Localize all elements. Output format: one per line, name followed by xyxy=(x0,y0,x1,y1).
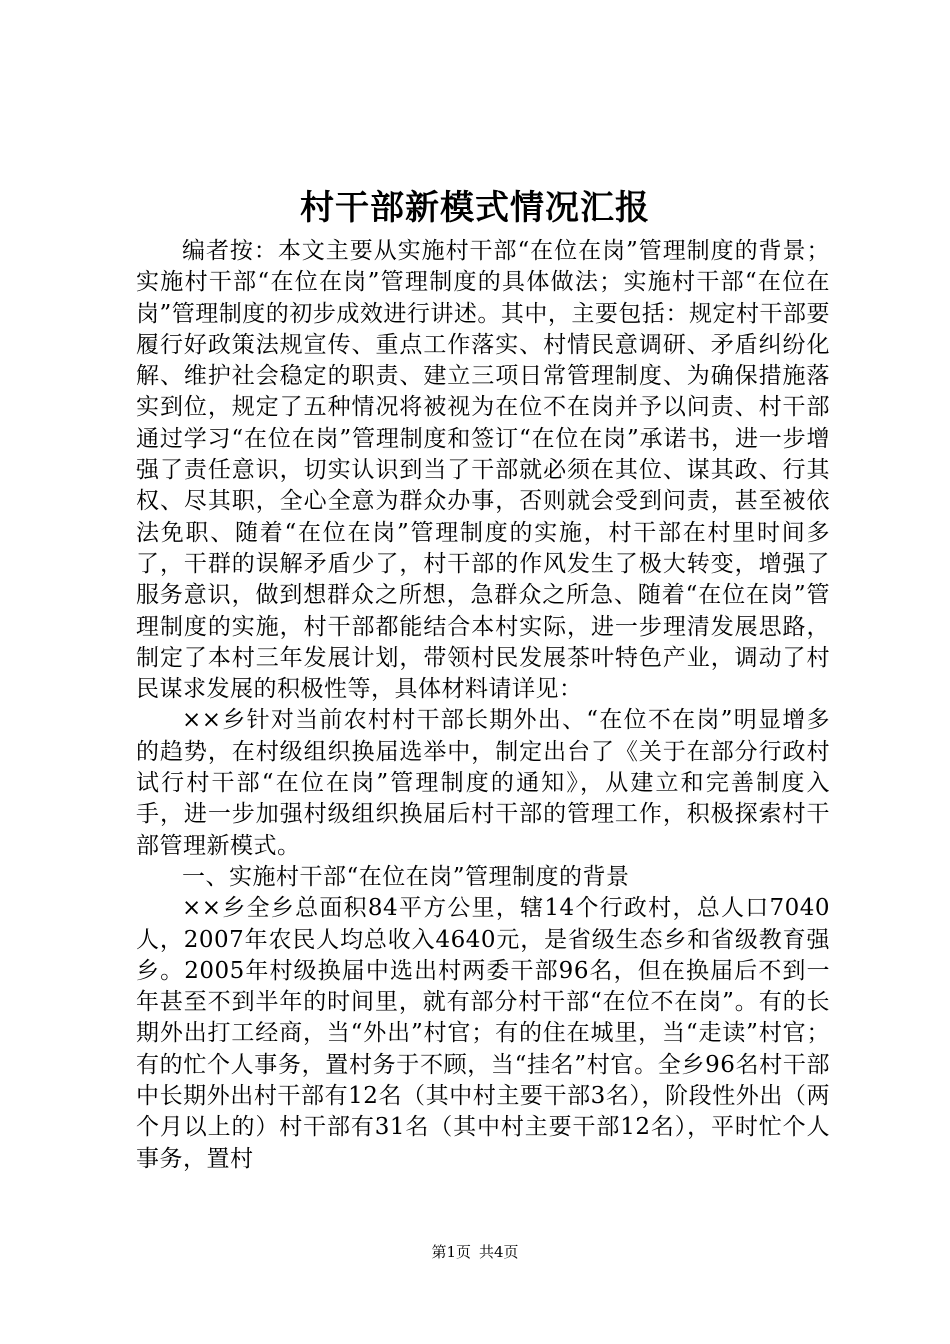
document-body xyxy=(136,236,830,1175)
page-number: 第1页 xyxy=(431,1243,471,1261)
editor-note-paragraph: 编者按：本文主要从实施村干部“在位在岗”管理制度的背景；实施村干部“在位在岗”管理制度的具体做法；实施村干部“在位在岗”管理制度的初步成效进行讲述。其中，主要包括：规定村干部要履行好政策法规宣传、重点工作落实、村情民意调研、矛盾纠纷化解、维护社会稳定的职责、建立三项日常管理制度、为确保措施落实到位，规定了五种情况将被视为在位不在岗并予以问责、村干部通过学习“在位在岗”管理制度和签订“在位在岗”承诺书，进一步增强了责任意识，切实认识到当了干部就必须在其位、谋其政、行其权、尽其职，全心全意为群众办事，否则就会受到问责，甚至被依法免职、随着“在位在岗”管理制度的实施，村干部在村里时间多了，干群的误解矛盾少了，村干部的作风发生了极大转变，增强了服务意识，做到想群众之所想，急群众之所急、随着“在位在岗”管理制度的实施，村干部都能结合本村实际，进一步理清发展思路，制定了本村三年发展计划，带领村民发展茶叶特色产业，调动了村民谋求发展的积极性等，具体材料请详见： xyxy=(136,238,830,703)
section-heading: 一、实施村干部“在位在岗”管理制度的背景 xyxy=(182,863,630,890)
document-title: 村干部新模式情况汇报 xyxy=(300,188,650,228)
page-total: 共4页 xyxy=(479,1243,519,1261)
intro-paragraph: ××乡针对当前农村村干部长期外出、“在位不在岗”明显增多的趋势，在村级组织换届选举中，制定出台了《关于在部分行政村试行村干部“在位在岗”管理制度的通知》，从建立和完善制度入手，进一步加强村级组织换届后村干部的管理工作，积极探索村干部管理新模式。 xyxy=(136,707,830,859)
background-paragraph: ××乡全乡总面积84平方公里，辖14个行政村，总人口7040人，2007年农民人均总收入4640元，是省级生态乡和省级教育强乡。2005年村级换届中选出村两委干部96名，但在换届后不到一年甚至不到半年的时间里，就有部分村干部“在位不在岗”。有的长期外出打工经商，当“外出”村官；有的住在城里，当“走读”村官；有的忙个人事务，置村务于不顾，当“挂名”村官。全乡96名村干部中长期外出村干部有12名（其中村主要干部3名），阶段性外出（两个月以上的）村干部有31名（其中村主要干部12名），平时忙个人事务，置村 xyxy=(136,895,830,1172)
page-footer xyxy=(0,1241,950,1263)
